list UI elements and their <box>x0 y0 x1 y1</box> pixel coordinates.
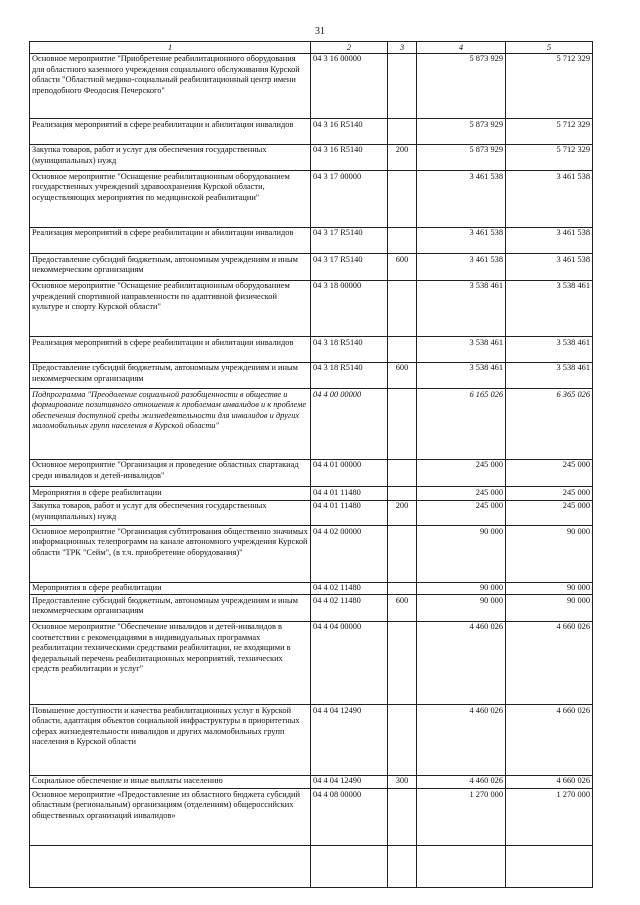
column-header-expense-type: 3 <box>388 42 417 54</box>
cell-expense-type: 300 <box>388 775 417 789</box>
cell-name: Закупка товаров, работ и услуг для обеспечения государственных (муниципальных) нужд <box>30 500 311 526</box>
cell-code: 04 4 01 11480 <box>311 487 388 501</box>
cell-name: Предоставление субсидий бюджетным, автономным учреждениям и иным некоммерческим организациям <box>30 254 311 281</box>
cell-expense-type: 600 <box>388 362 417 389</box>
cell-code: 04 4 04 00000 <box>311 621 388 705</box>
table-row <box>30 53 593 119</box>
cell-code: 04 4 04 12490 <box>311 775 388 789</box>
cell-amount-year-1: 3 461 538 <box>417 254 506 281</box>
cell-code: 04 4 02 00000 <box>311 526 388 583</box>
cell-amount-year-2: 245 000 <box>506 459 593 487</box>
cell-expense-type <box>388 171 417 228</box>
cell-name: Основное мероприятие "Оснащение реабилитационным оборудованием учреждений спортивной направленности по адаптивной физической культуре и спорту Курской области" <box>30 280 311 337</box>
cell-name: Реализация мероприятий в сфере реабилитации и абилитации инвалидов <box>30 337 311 363</box>
cell-name: Предоставление субсидий бюджетным, автономным учреждениям и иным некоммерческим организациям <box>30 362 311 389</box>
cell-name: Мероприятия в сфере реабилитации <box>30 487 311 501</box>
cell-expense-type <box>388 280 417 337</box>
table-row <box>30 775 593 789</box>
table-row <box>30 789 593 846</box>
cell-name: Основное мероприятие «Предоставление из областного бюджета субсидий областным (региональным) организациям (отделениям) общероссийских общественных организаций инвалидов» <box>30 789 311 846</box>
table-row <box>30 487 593 501</box>
cell-amount-year-2: 90 000 <box>506 595 593 622</box>
cell-amount-year-1: 5 873 929 <box>417 53 506 119</box>
cell-expense-type <box>388 487 417 501</box>
cell-expense-type <box>388 337 417 363</box>
cell-expense-type: 200 <box>388 144 417 171</box>
table-body <box>30 53 593 888</box>
column-header-name: 1 <box>30 42 311 54</box>
cell-amount-year-2: 3 538 461 <box>506 362 593 389</box>
table-row <box>30 144 593 171</box>
cell-code: 04 3 17 00000 <box>311 171 388 228</box>
cell-expense-type <box>388 459 417 487</box>
cell-expense-type <box>388 705 417 776</box>
cell-amount-year-2: 4 660 026 <box>506 621 593 705</box>
cell-amount-year-2: 90 000 <box>506 582 593 595</box>
cell-code: 04 3 16 R5140 <box>311 144 388 171</box>
cell-code: 04 3 18 R5140 <box>311 337 388 363</box>
cell-expense-type <box>388 621 417 705</box>
cell-code: 04 4 00 00000 <box>311 389 388 460</box>
page-number: 31 <box>315 26 325 37</box>
table-row <box>30 582 593 595</box>
cell-amount-year-1: 245 000 <box>417 487 506 501</box>
table-header <box>30 42 593 54</box>
cell-name: Социальное обеспечение и иные выплаты населению <box>30 775 311 789</box>
cell-name: Основное мероприятие "Организация субтитрования общественно значимых информационных телепрограмм на канале автономного учреждения Курской области "ТРК "Сейм", (в т.ч. приобретение оборудования)" <box>30 526 311 583</box>
cell-amount-year-2: 5 712 329 <box>506 144 593 171</box>
cell-expense-type: 200 <box>388 500 417 526</box>
cell-amount-year-2: 245 000 <box>506 487 593 501</box>
cell-name: Основное мероприятие "Оснащение реабилитационным оборудованием государственных учреждений здравоохранения Курской области, осуществляющих мероприятия по медицинской реабилитации" <box>30 171 311 228</box>
cell-expense-type <box>388 526 417 583</box>
cell-name: Предоставление субсидий бюджетным, автономным учреждениям и иным некоммерческим организациям <box>30 595 311 622</box>
cell-code: 04 3 17 R5140 <box>311 254 388 281</box>
cell-expense-type <box>388 789 417 846</box>
table-row <box>30 362 593 389</box>
cell-amount-year-1: 90 000 <box>417 595 506 622</box>
table-row <box>30 171 593 228</box>
cell-amount-year-2: 3 461 538 <box>506 227 593 254</box>
cell-expense-type <box>388 119 417 145</box>
budget-table <box>29 41 593 888</box>
cell-expense-type <box>388 227 417 254</box>
header-row <box>30 42 593 54</box>
cell-code: 04 3 18 00000 <box>311 280 388 337</box>
cell-amount-year-1: 3 538 461 <box>417 337 506 363</box>
cell-empty <box>388 845 417 888</box>
cell-amount-year-2: 90 000 <box>506 526 593 583</box>
table-row <box>30 389 593 460</box>
cell-code: 04 4 01 00000 <box>311 459 388 487</box>
cell-amount-year-1: 3 461 538 <box>417 227 506 254</box>
cell-code: 04 3 17 R5140 <box>311 227 388 254</box>
cell-amount-year-2: 5 712 329 <box>506 119 593 145</box>
cell-amount-year-1: 245 000 <box>417 459 506 487</box>
table-row <box>30 705 593 776</box>
column-header-amount-year-1: 4 <box>417 42 506 54</box>
cell-code: 04 4 08 00000 <box>311 789 388 846</box>
cell-amount-year-2: 3 538 461 <box>506 280 593 337</box>
cell-code: 04 4 02 11480 <box>311 582 388 595</box>
cell-code: 04 4 01 11480 <box>311 500 388 526</box>
cell-amount-year-1: 3 461 538 <box>417 171 506 228</box>
table-row <box>30 595 593 622</box>
column-header-amount-year-2: 5 <box>506 42 593 54</box>
cell-amount-year-1: 1 270 000 <box>417 789 506 846</box>
cell-amount-year-1: 90 000 <box>417 526 506 583</box>
cell-amount-year-1: 5 873 929 <box>417 144 506 171</box>
cell-empty <box>506 845 593 888</box>
cell-amount-year-2: 4 660 026 <box>506 775 593 789</box>
cell-amount-year-1: 4 460 026 <box>417 705 506 776</box>
table-row <box>30 227 593 254</box>
table-row <box>30 337 593 363</box>
cell-name: Мероприятия в сфере реабилитации <box>30 582 311 595</box>
cell-amount-year-1: 6 165 026 <box>417 389 506 460</box>
cell-amount-year-1: 3 538 461 <box>417 280 506 337</box>
cell-amount-year-2: 245 000 <box>506 500 593 526</box>
table-row <box>30 500 593 526</box>
cell-amount-year-1: 3 538 461 <box>417 362 506 389</box>
cell-name: Подпрограмма "Преодоление социальной разобщенности в обществе и формирование позитивного отношения к проблемам инвалидов и к проблеме обеспечения доступной среды жизнедеятельности для инвалидов и других маломобильных групп населения в Курской области" <box>30 389 311 460</box>
table-row <box>30 526 593 583</box>
cell-name: Реализация мероприятий в сфере реабилитации и абилитации инвалидов <box>30 227 311 254</box>
cell-amount-year-2: 3 461 538 <box>506 254 593 281</box>
cell-code: 04 3 16 00000 <box>311 53 388 119</box>
cell-amount-year-2: 6 365 026 <box>506 389 593 460</box>
cell-amount-year-2: 3 538 461 <box>506 337 593 363</box>
table-row <box>30 119 593 145</box>
cell-code: 04 3 18 R5140 <box>311 362 388 389</box>
cell-expense-type <box>388 389 417 460</box>
cell-name: Основное мероприятие "Организация и проведение областных спартакиад среди инвалидов и детей-инвалидов" <box>30 459 311 487</box>
cell-amount-year-2: 1 270 000 <box>506 789 593 846</box>
cell-expense-type: 600 <box>388 254 417 281</box>
cell-name: Основное мероприятие "Приобретение реабилитационного оборудования для областного казенного учреждения социального обслуживания Курской области "Областной медико-социальный реабилитационный центр имени преподобного Феодосия Печерского" <box>30 53 311 119</box>
table-row <box>30 459 593 487</box>
table-row-empty <box>30 845 593 888</box>
cell-empty <box>30 845 311 888</box>
cell-name: Реализация мероприятий в сфере реабилитации и абилитации инвалидов <box>30 119 311 145</box>
cell-name: Закупка товаров, работ и услуг для обеспечения государственных (муниципальных) нужд <box>30 144 311 171</box>
cell-name: Повышение доступности и качества реабилитационных услуг в Курской области, адаптация объектов социальной инфраструктуры в приоритетных сферах жизнедеятельности инвалидов и других маломобильных групп населения в Курской области <box>30 705 311 776</box>
cell-empty <box>311 845 388 888</box>
cell-amount-year-1: 90 000 <box>417 582 506 595</box>
cell-expense-type: 600 <box>388 595 417 622</box>
cell-amount-year-1: 4 460 026 <box>417 621 506 705</box>
cell-amount-year-2: 5 712 329 <box>506 53 593 119</box>
table-row <box>30 621 593 705</box>
cell-amount-year-2: 3 461 538 <box>506 171 593 228</box>
table-row <box>30 280 593 337</box>
cell-expense-type <box>388 582 417 595</box>
cell-empty <box>417 845 506 888</box>
cell-code: 04 3 16 R5140 <box>311 119 388 145</box>
cell-amount-year-2: 4 660 026 <box>506 705 593 776</box>
column-header-code: 2 <box>311 42 388 54</box>
cell-amount-year-1: 245 000 <box>417 500 506 526</box>
table-row <box>30 254 593 281</box>
cell-code: 04 4 04 12490 <box>311 705 388 776</box>
cell-amount-year-1: 4 460 026 <box>417 775 506 789</box>
cell-expense-type <box>388 53 417 119</box>
cell-amount-year-1: 5 873 929 <box>417 119 506 145</box>
cell-name: Основное мероприятие "Обеспечение инвалидов и детей-инвалидов в соответствии с рекомендациями в индивидуальных программах реабилитации техническими средствами реабилитации, не входящими в федеральный перечень реабилитационных мероприятий, технических средств реабилитации и услуг" <box>30 621 311 705</box>
cell-code: 04 4 02 11480 <box>311 595 388 622</box>
